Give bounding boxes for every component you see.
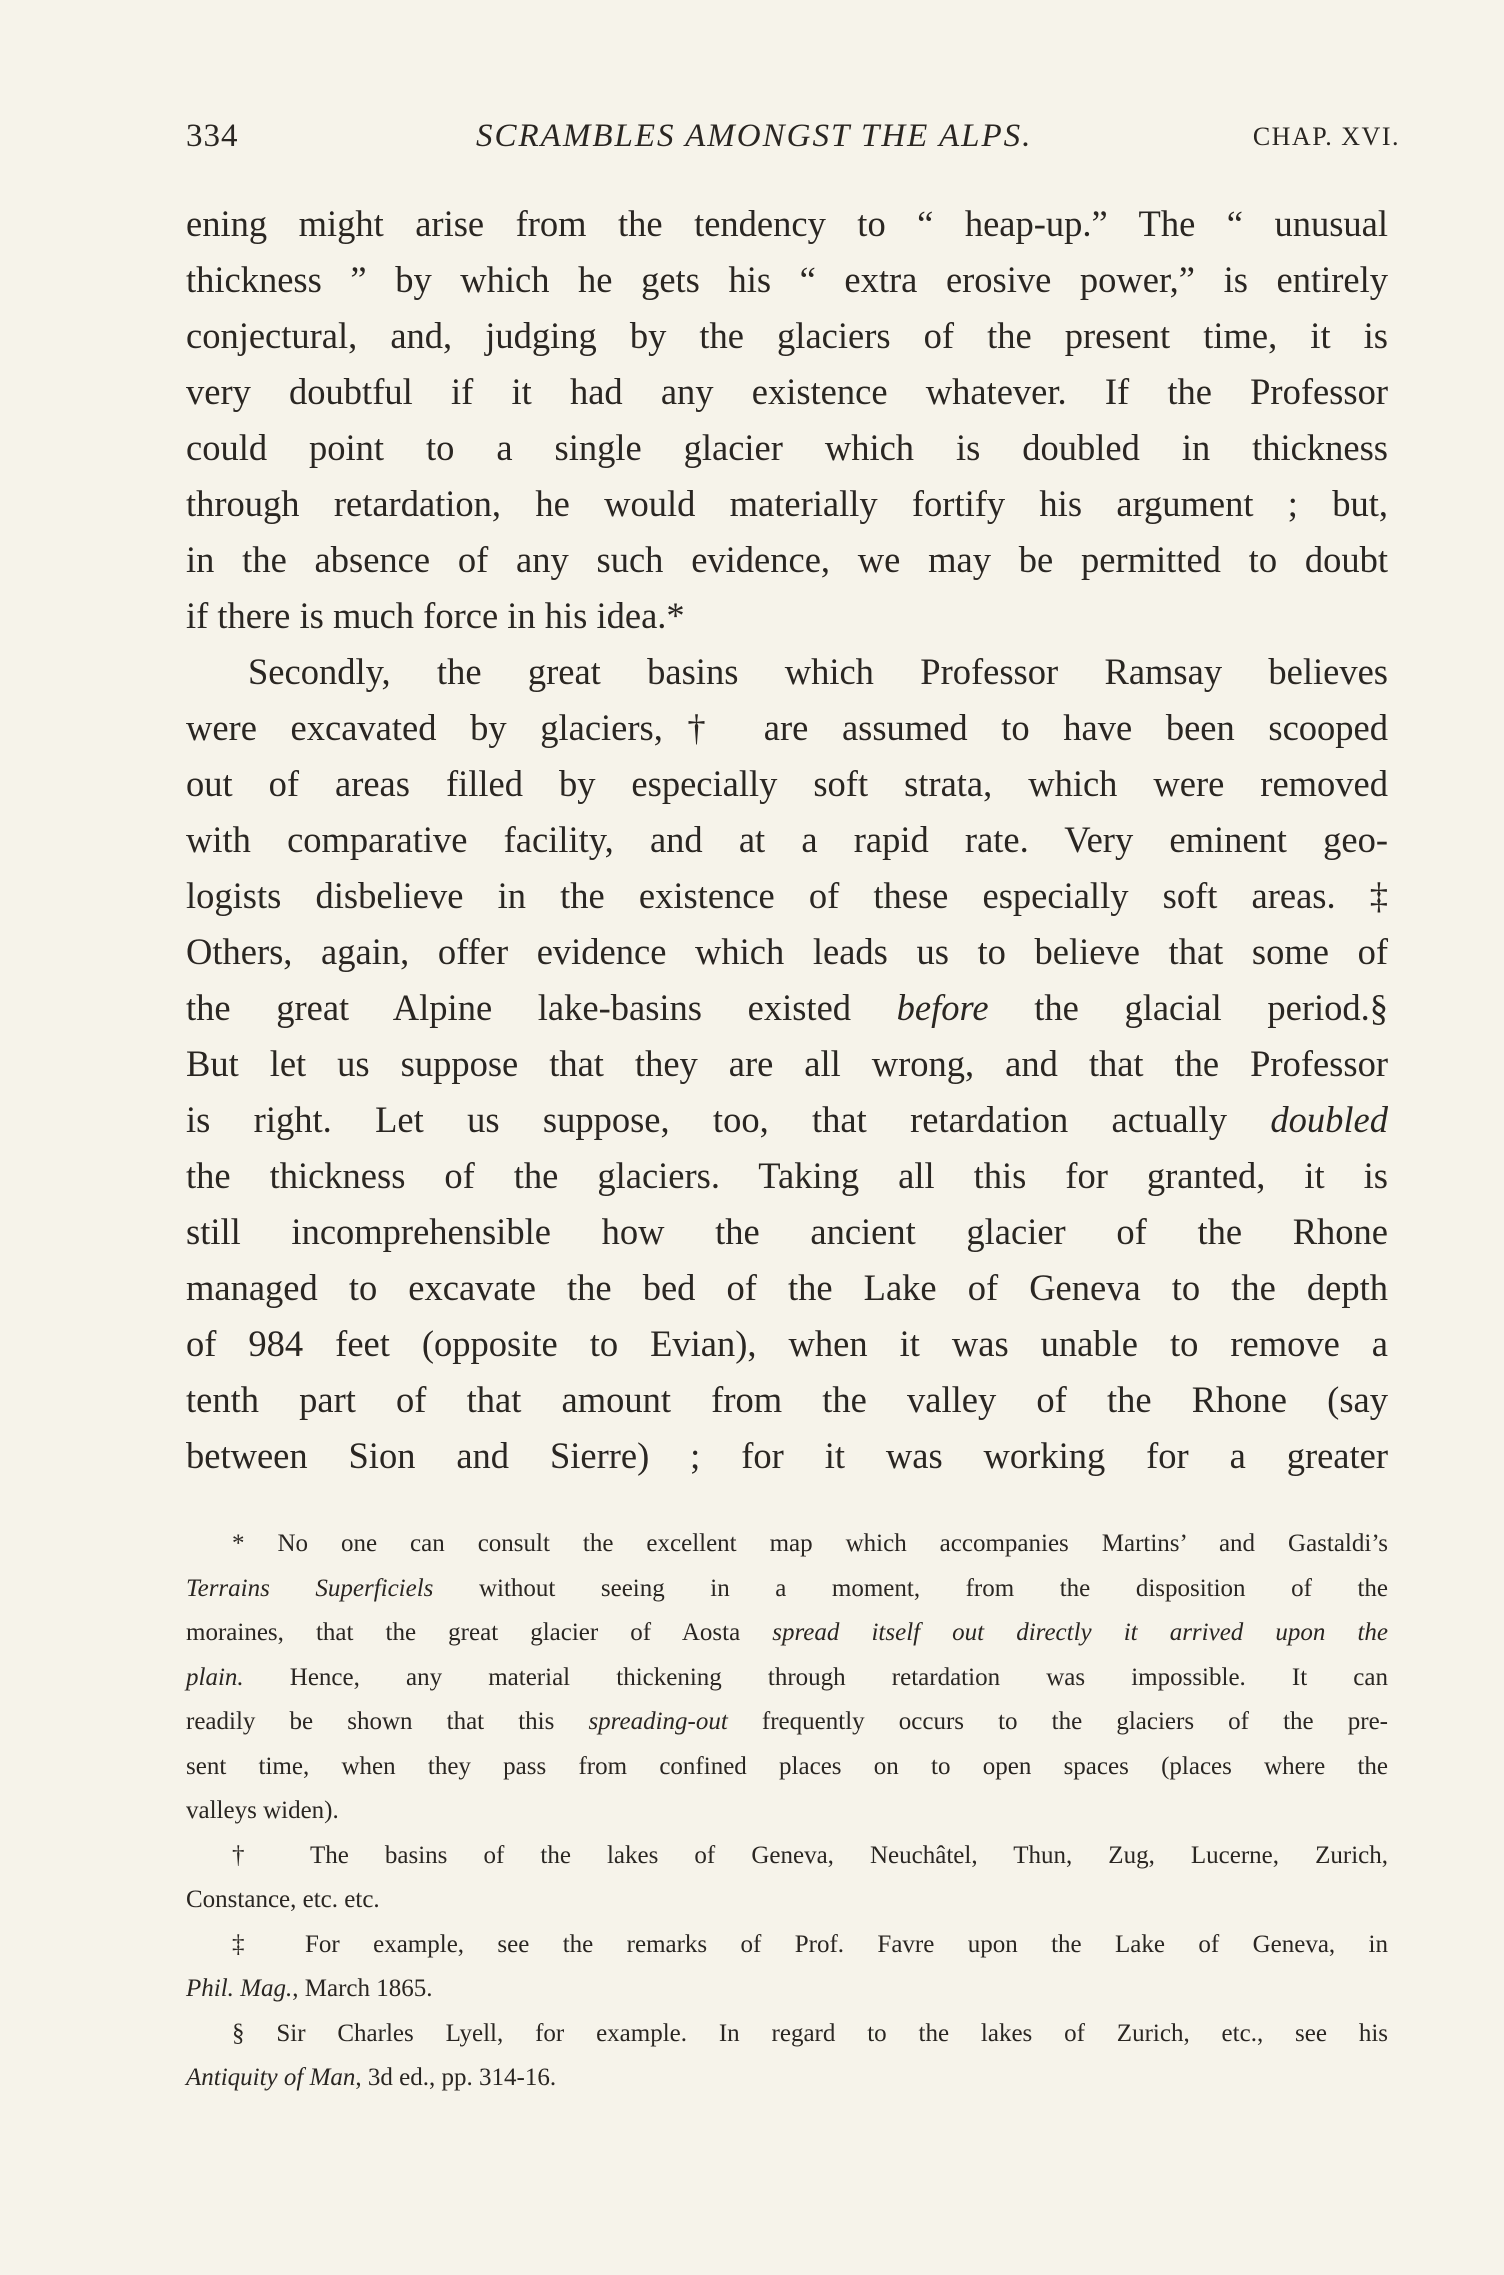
chapter-label: CHAP. XVI. (1252, 122, 1400, 151)
footnote-line: valleys widen). (186, 1797, 339, 1824)
text-line: were excavated by glaciers,† are assumed to have been scooped (186, 707, 1388, 748)
footnotes (186, 1522, 1388, 2101)
text-line: out of areas filled by especially soft strata, which were removed (186, 763, 1388, 804)
footnote-line: sent time, when they pass from confined places on to open spaces (places where the (186, 1752, 1388, 1780)
text-line: through retardation, he would materially fortify his argument ; but, (186, 483, 1388, 524)
text-line: could point to a single glacier which is doubled in thickness (186, 427, 1388, 468)
footnote-line: Antiquity of Man, 3d ed., pp. 314-16. (186, 2064, 557, 2091)
footnote-line: § Sir Charles Lyell, for example. In regard to the lakes of Zurich, etc., see his (232, 2019, 1388, 2047)
text-line: very doubtful if it had any existence whatever. If the Professor (186, 371, 1388, 412)
page-number: 334 (186, 118, 239, 154)
text-line: But let us suppose that they are all wrong, and that the Professor (186, 1043, 1388, 1084)
text-line: if there is much force in his idea.* (186, 595, 685, 636)
footnote-line: Phil. Mag., March 1865. (186, 1975, 433, 2002)
footnote-line: Terrains Superficiels without seeing in a moment, from the disposition of the (186, 1574, 1388, 1602)
footnote-line: † The basins of the lakes of Geneva, Neuchâtel, Thun, Zug, Lucerne, Zurich, (232, 1841, 1388, 1869)
text-line: ening might arise from the tendency to “ heap-up.” The “ unusual (186, 203, 1388, 244)
main-text (186, 196, 1388, 1484)
text-line: logists disbelieve in the existence of these especially soft areas. ‡ (186, 875, 1388, 916)
text-line: still incomprehensible how the ancient glacier of the Rhone (186, 1211, 1388, 1252)
text-line: in the absence of any such evidence, we may be permitted to doubt (186, 539, 1388, 580)
footnote-line: moraines, that the great glacier of Aosta spread itself out directly it arrived upon the (186, 1619, 1388, 1646)
text-line: thickness ” by which he gets his “ extra erosive power,” is entirely (186, 259, 1388, 300)
footnote-line: Constance, etc. etc. (186, 1886, 380, 1913)
footnote-line: readily be shown that this spreading-out frequently occurs to the glaciers of the pre- (186, 1708, 1388, 1735)
text-line: the great Alpine lake-basins existed before the glacial period.§ (186, 987, 1388, 1028)
text-line: of 984 feet (opposite to Evian), when it was unable to remove a (186, 1323, 1388, 1364)
footnote-line: ‡ For example, see the remarks of Prof. Favre upon the Lake of Geneva, in (232, 1930, 1388, 1958)
footnote-line: plain. Hence, any material thickening through retardation was impossible. It can (186, 1663, 1388, 1691)
running-header (186, 118, 1400, 168)
text-line: Secondly, the great basins which Professor Ramsay believes (248, 651, 1388, 692)
text-line: managed to excavate the bed of the Lake of Geneva to the depth (186, 1267, 1388, 1308)
text-line: with comparative facility, and at a rapid rate. Very eminent geo- (186, 819, 1388, 860)
text-line: between Sion and Sierre) ; for it was working for a greater (186, 1435, 1388, 1476)
text-line: tenth part of that amount from the valley of the Rhone (say (186, 1379, 1388, 1420)
text-line: is right. Let us suppose, too, that retardation actually doubled (186, 1099, 1388, 1140)
text-line: the thickness of the glaciers. Taking all this for granted, it is (186, 1155, 1388, 1196)
footnote-line: * No one can consult the excellent map which accompanies Martins’ and Gastaldi’s (232, 1530, 1388, 1557)
running-title: SCRAMBLES AMONGST THE ALPS. (476, 118, 1033, 154)
text-line: Others, again, offer evidence which leads us to believe that some of (186, 931, 1388, 972)
text-line: conjectural, and, judging by the glaciers of the present time, it is (186, 315, 1388, 356)
